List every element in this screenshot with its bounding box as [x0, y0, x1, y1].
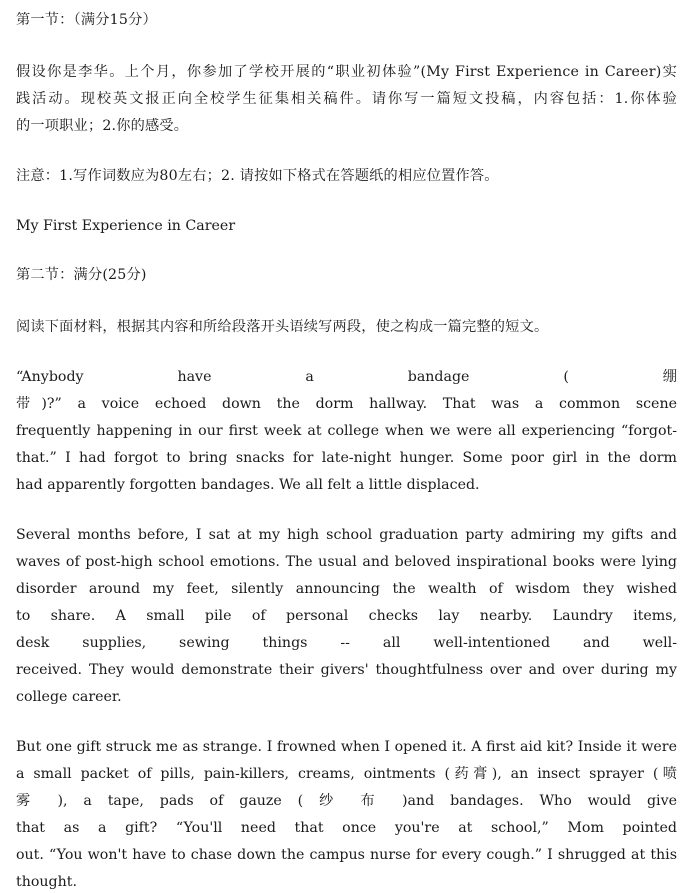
para2-line-2: waves of post-high school emotions. The usual and beloved inspirational books were lying: [16, 554, 677, 570]
prompt-line-3: 的一项职业；2.你的感受。: [16, 118, 189, 134]
essay-title: My First Experience in Career: [16, 218, 236, 234]
para3-line-4: that as a gift? “You'll need that once you're at school,” Mom pointed: [16, 820, 677, 836]
para2-line-4: to share. A small pile of personal checks lay nearby. Laundry items,: [16, 608, 677, 624]
para2-line-1: Several months before, I sat at my high school graduation party admiring my gifts and: [16, 527, 677, 543]
para1-line-1: “Anybody have a bandage ( 绷: [16, 369, 677, 385]
para3-line-3: 雾 ), a tape, pads of gauze ( 纱 布 )and bandages. Who would give: [16, 793, 677, 809]
writing-note: 注意：1.写作词数应为80左右；2. 请按如下格式在答题纸的相应位置作答。: [16, 168, 499, 184]
para2-line-6: received. They would demonstrate their givers' thoughtfulness over and over during my: [16, 662, 677, 678]
prompt-line-2: 践活动。现校英文报正向全校学生征集相关稿件。请你写一篇短文投稿，内容包括：1.你体验: [16, 91, 677, 107]
para1-line-4: that.” I had forgot to bring snacks for late-night hunger. Some poor girl in the dorm: [16, 450, 677, 466]
para1-line-2: 带)?” a voice echoed down the dorm hallway. That was a common scene: [16, 396, 677, 412]
para2-line-7: college career.: [16, 689, 122, 705]
para3-line-2: a small packet of pills, pain-killers, creams, ointments (药膏), an insect sprayer (喷: [16, 766, 677, 782]
para1-line-3: frequently happening in our first week at college when we were all experiencing “forgot-: [16, 423, 677, 439]
para2-line-3: disorder around my feet, silently announcing the wealth of wisdom they wished: [16, 581, 677, 597]
section2-heading: 第二节：满分(25分): [16, 267, 147, 283]
para3-line-6: thought.: [16, 874, 77, 890]
prompt-line-1: 假设你是李华。上个月，你参加了学校开展的“职业初体验”(My First Experience in Career)实: [16, 64, 677, 80]
para2-line-5: desk supplies, sewing things -- all well-intentioned and well-: [16, 635, 677, 651]
para3-line-1: But one gift struck me as strange. I frowned when I opened it. A first aid kit? Inside it were: [16, 739, 677, 755]
para3-line-5: out. “You won't have to chase down the campus nurse for every cough.” I shrugged at this: [16, 847, 677, 863]
section1-heading: 第一节：（满分15分）: [16, 12, 157, 28]
section2-instruction: 阅读下面材料，根据其内容和所给段落开头语续写两段，使之构成一篇完整的短文。: [16, 319, 549, 335]
para1-line-5: had apparently forgotten bandages. We all felt a little displaced.: [16, 477, 480, 493]
